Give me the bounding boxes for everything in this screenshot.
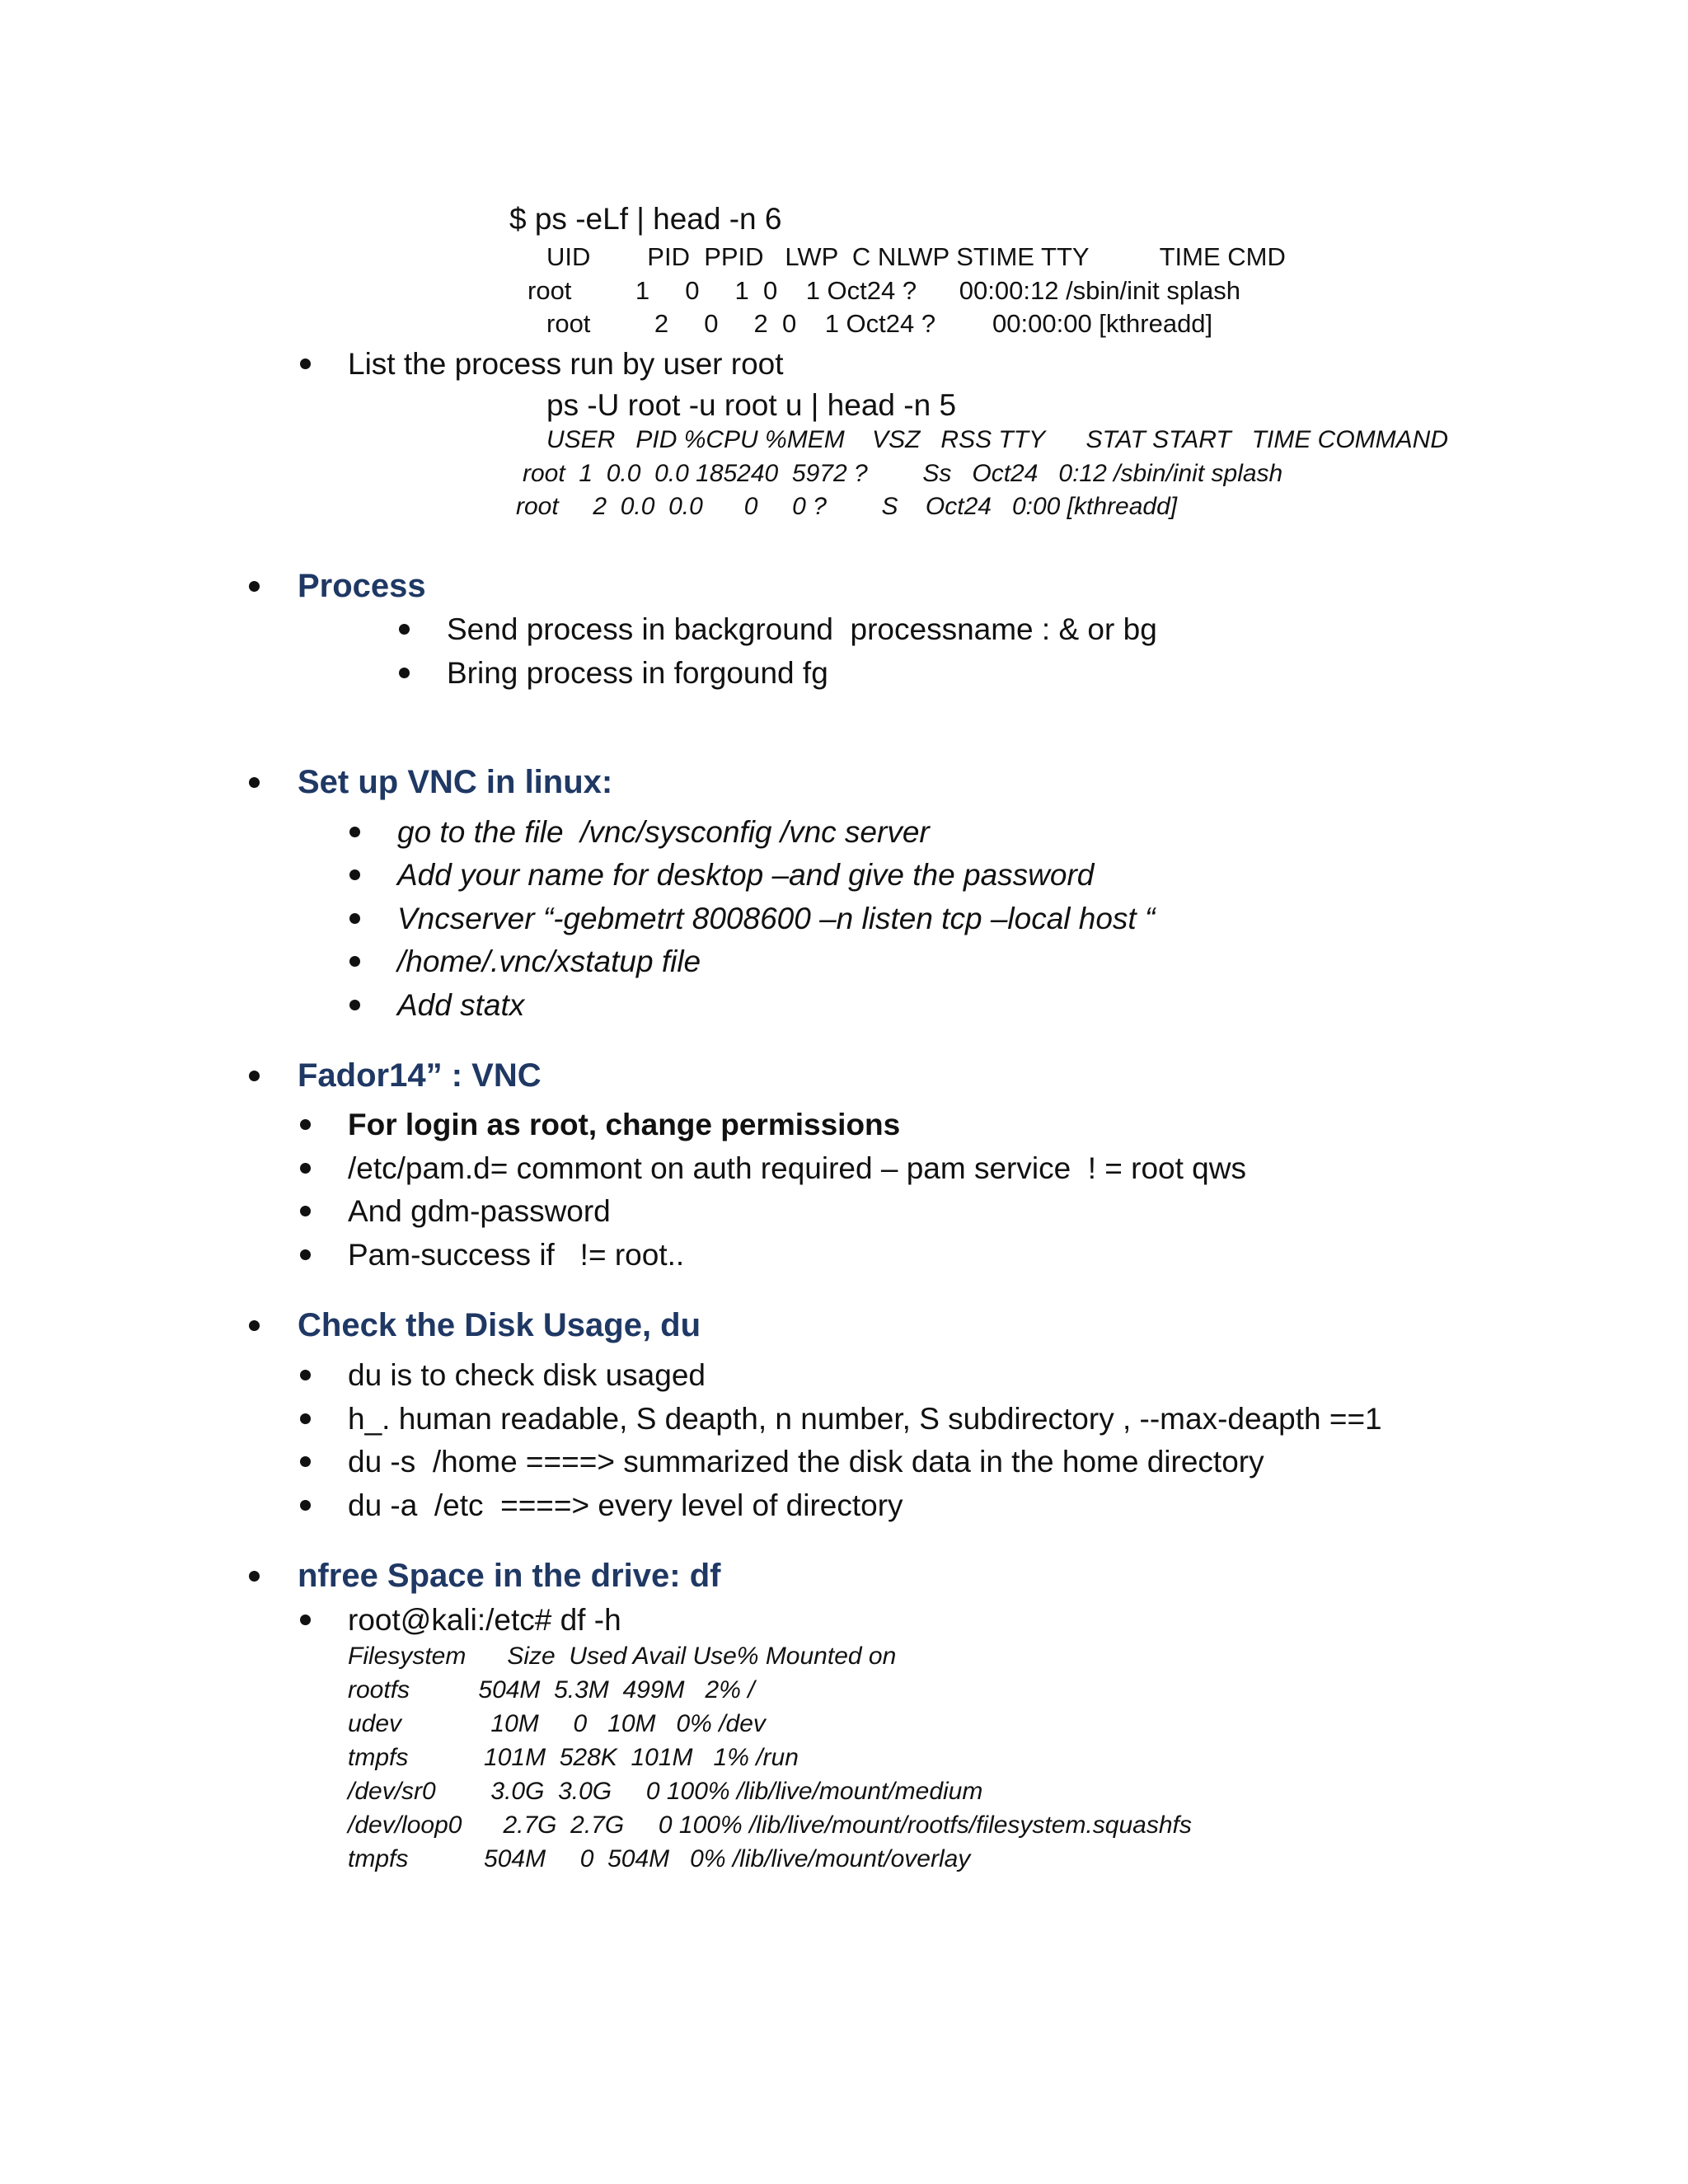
vnc-heading: Set up VNC in linux: — [298, 764, 613, 800]
df-command: root@kali:/etc# df -h — [348, 1603, 621, 1637]
bullet-icon — [249, 777, 260, 788]
bullet-icon — [249, 581, 260, 592]
df-output-line: /dev/loop0 2.7G 2.7G 0 100% /lib/live/mount/rootfs/filesystem.squashfs — [348, 1811, 1192, 1839]
vnc-item: go to the file /vnc/sysconfig /vnc server — [397, 815, 930, 849]
ps-u-row: root 1 0.0 0.0 185240 5972 ? Ss Oct24 0:12 /sbin/init splash — [523, 460, 1283, 487]
du-item: h_. human readable, S deapth, n number, S subdirectory , --max-deapth ==1 — [348, 1402, 1382, 1436]
ps-u-command: ps -U root -u root u | head -n 5 — [546, 388, 957, 422]
bullet-icon — [300, 1413, 311, 1424]
bullet-icon — [300, 359, 311, 369]
bullet-icon — [300, 1370, 311, 1380]
bullet-icon — [249, 1571, 260, 1582]
df-output-line: rootfs 504M 5.3M 499M 2% / — [348, 1676, 755, 1704]
df-output-line: Filesystem Size Used Avail Use% Mounted on — [348, 1643, 897, 1670]
process-item: Send process in background processname : & or bg — [447, 612, 1157, 646]
bullet-icon — [300, 1615, 311, 1625]
vnc-item: /home/.vnc/xstatup file — [397, 944, 701, 978]
process-item: Bring process in forgound fg — [447, 656, 828, 690]
df-heading: nfree Space in the drive: df — [298, 1558, 721, 1594]
df-output-line: /dev/sr0 3.0G 3.0G 0 100% /lib/live/mount/medium — [348, 1778, 983, 1805]
ps-u-row: root 2 0.0 0.0 0 0 ? S Oct24 0:00 [kthreadd] — [516, 493, 1178, 520]
bullet-icon — [300, 1163, 311, 1174]
bullet-icon — [300, 1206, 311, 1216]
list-root-bullet: List the process run by user root — [348, 347, 784, 381]
fador-item: Pam-success if != root.. — [348, 1238, 685, 1272]
ps-elf-command: $ ps -eLf | head -n 6 — [509, 202, 782, 236]
bullet-icon — [349, 913, 360, 924]
du-item: du -a /etc ====> every level of directory — [348, 1488, 903, 1522]
bullet-icon — [399, 668, 410, 678]
bullet-icon — [349, 1000, 360, 1010]
bullet-icon — [300, 1119, 311, 1130]
ps-u-header: USER PID %CPU %MEM VSZ RSS TTY STAT START TIME COMMAND — [546, 426, 1448, 453]
bullet-icon — [249, 1320, 260, 1331]
df-output-line: tmpfs 101M 528K 101M 1% /run — [348, 1744, 799, 1771]
ps-elf-row: root 2 0 2 0 1 Oct24 ? 00:00:00 [kthreadd] — [546, 309, 1213, 338]
vnc-item: Add your name for desktop –and give the password — [397, 858, 1095, 892]
process-heading: Process — [298, 568, 426, 604]
bullet-icon — [300, 1500, 311, 1511]
ps-elf-header: UID PID PPID LWP C NLWP STIME TTY TIME CMD — [546, 242, 1286, 271]
fador-heading: Fador14” : VNC — [298, 1057, 542, 1094]
bullet-icon — [300, 1249, 311, 1260]
df-output-line: tmpfs 504M 0 504M 0% /lib/live/mount/overlay — [348, 1845, 971, 1872]
bullet-icon — [249, 1071, 260, 1081]
fador-item: And gdm-password — [348, 1194, 611, 1228]
bullet-icon — [300, 1456, 311, 1467]
du-item: du -s /home ====> summarized the disk data in the home directory — [348, 1445, 1264, 1479]
bullet-icon — [349, 956, 360, 967]
bullet-icon — [349, 827, 360, 837]
fador-item: /etc/pam.d= commont on auth required – pam service ! = root qws — [348, 1151, 1246, 1185]
vnc-item: Add statx — [397, 988, 525, 1022]
fador-item: For login as root, change permissions — [348, 1108, 901, 1141]
du-item: du is to check disk usaged — [348, 1358, 706, 1392]
ps-elf-row: root 1 0 1 0 1 Oct24 ? 00:00:12 /sbin/init splash — [528, 276, 1241, 305]
bullet-icon — [349, 869, 360, 880]
du-heading: Check the Disk Usage, du — [298, 1307, 701, 1343]
bullet-icon — [399, 624, 410, 635]
vnc-item: Vncserver “-gebmetrt 8008600 –n listen tcp –local host “ — [397, 902, 1156, 935]
df-output-line: udev 10M 0 10M 0% /dev — [348, 1710, 766, 1737]
